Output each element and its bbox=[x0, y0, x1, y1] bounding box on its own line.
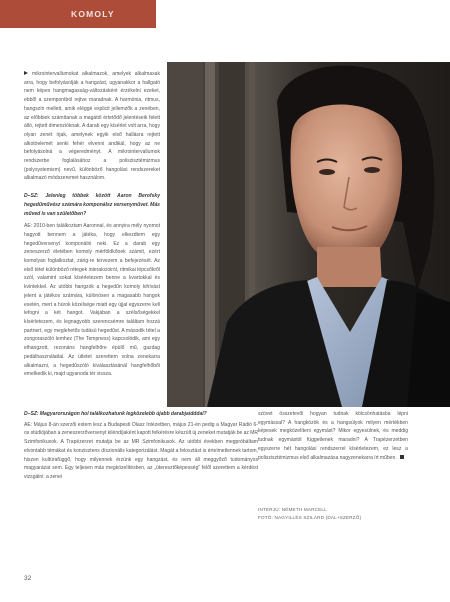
continued-arrow-icon bbox=[24, 71, 28, 75]
end-mark-icon bbox=[400, 455, 404, 459]
portrait-photo bbox=[167, 62, 450, 407]
section-header-bar bbox=[0, 0, 156, 28]
intro-paragraph: mikrointervallumokat alkalmazok, amelyek alkalmasak arra, hogy befolyásolják a hangzást, ugyanakkor a hallgató nem képes hangmagasság-változásként érzékelni ezeket, ebből a szempontból rejtve maradnak. A harmónia, ritmus, hangszín mellett, amik eléggé explicit jellemzők a zenében, az előbbiek számítanak a magától értetődő jelentéseik felett álló, rejtett dimenzióknak. A darab egy kísérlet volt arra, hogy olyan zenét írjak, amelynek egyik első hallásra rejtett alkotóelemét senki fehér elvenni andikál, hogy az ne befolyásolná a végeredményt. A mikrointervallumok rendszerbe foglalásához a poliszisztémizmus (polysystemism) nevű, különböző hangolási rendszereket alkalmazó módszeremet használom. bbox=[24, 71, 160, 182]
article-wide-column bbox=[24, 410, 258, 482]
article-column-top bbox=[24, 70, 160, 379]
credits bbox=[258, 506, 408, 522]
answer-2: AE: Május 8-án szerzői estem lesz a Budapesti Olasz Intézetben, május 21-én pedig a Magyar Rádió 6-os stúdiójában a zeneszerzőversenyt kiléndíjaként kapott felkérésre készült új zeneket mutatják be az MR Szimfonikusok. A Trapézerzet mutatja be az MR Szimfonikusok. Az utóbbi években megpróbáltam elvontabb témákat és konzisztens díszionális kategorizálást. Magát a felosztást is értelmetlennek tartom, hiszen kultúrafüggő, hogy milyennek érzünk egy hangzást, és nem áll meggyőző tudományos magyarázat sem. Egy teljesen más megközelítésben, az „üteresztőképesség” felől szerettem a kérdést vizsgálni: a zenei bbox=[24, 421, 258, 480]
closing-paragraph: szövet összetevői hogyan tudnak kölcsönhatásba lépni egymással? A hangközök és a hangsúlyok milyen mértékben képesek megközelíteni egymást? Mikor egyesülnek, és meddig tudnak egymástól függetlenek maradni? A Trapézerzetben egyszerre hét hangolási rendszerrel kísérletezem, ez lesz a poliszisztémizmus első alkalmazása nagyzenekarra írt műben. bbox=[258, 411, 408, 461]
answer-1: AE: 2010-ben találkoztam Aaronnal, és annyira mély nyomot hagyott bennem a játéka, hogy elkezdtem egy hegedűversenyt komponálni neki. Ez a darab egy zeneszerző életében komoly mérföldkőnek számít, ezért komolyan foglalkoztat, zárig-re tervezem a befejezését. Az első tétel különböző rétegek interakcióiról, ritmikai lépcsőkről szól, valamint sokat kísérletezem benne a kvartokkal és kvintekkel. Az utóbbi hangzók a hegedűn komoly kihívást jelent a játékos számára, különösen a magasabb hangok esetén, mert a húrok közelsége miatt egy újjal egyszerre kell lefogni a két hangot. Vakjában a szélsőségekkel kísérletezem, és legnagyobb szerencsémre találtam hozzá partnert, egy meglehetős tudású hegedűst. A második tétel a zongoraszóló lemhez (The Tempness) kapcsolódik, ami egy elhangzott, rezonáns hangfelhőre épülő mű, gazdag pedálhasználattal. Az ütletet szerettem volna zenekarra alkalmazni, a hegedűszóló kiválasztásánál hangfelhőbői emelkedik ki, majd ugyanoda tér vissza. bbox=[24, 223, 160, 378]
photo-credit: FOTÓ: NAGYILLÉS SZILÁRD (DAL+SZERZŐ) bbox=[258, 515, 362, 520]
article-right-column bbox=[258, 410, 408, 462]
section-label: KOMOLY bbox=[71, 9, 115, 19]
interviewer-credit: INTERJÚ: NÉMETH MARCELL bbox=[258, 507, 327, 512]
question-2: D–SZ: Magyarországon hol találkozhatunk legközelebb újabb darabjaidddal? bbox=[24, 411, 207, 417]
page-number: 32 bbox=[24, 575, 32, 582]
question-1: D–SZ: Jelenleg többek között Aaron Berofsky hegedűművész számára komponálsz versenyművet. Más műved is van születőben? bbox=[24, 193, 160, 217]
